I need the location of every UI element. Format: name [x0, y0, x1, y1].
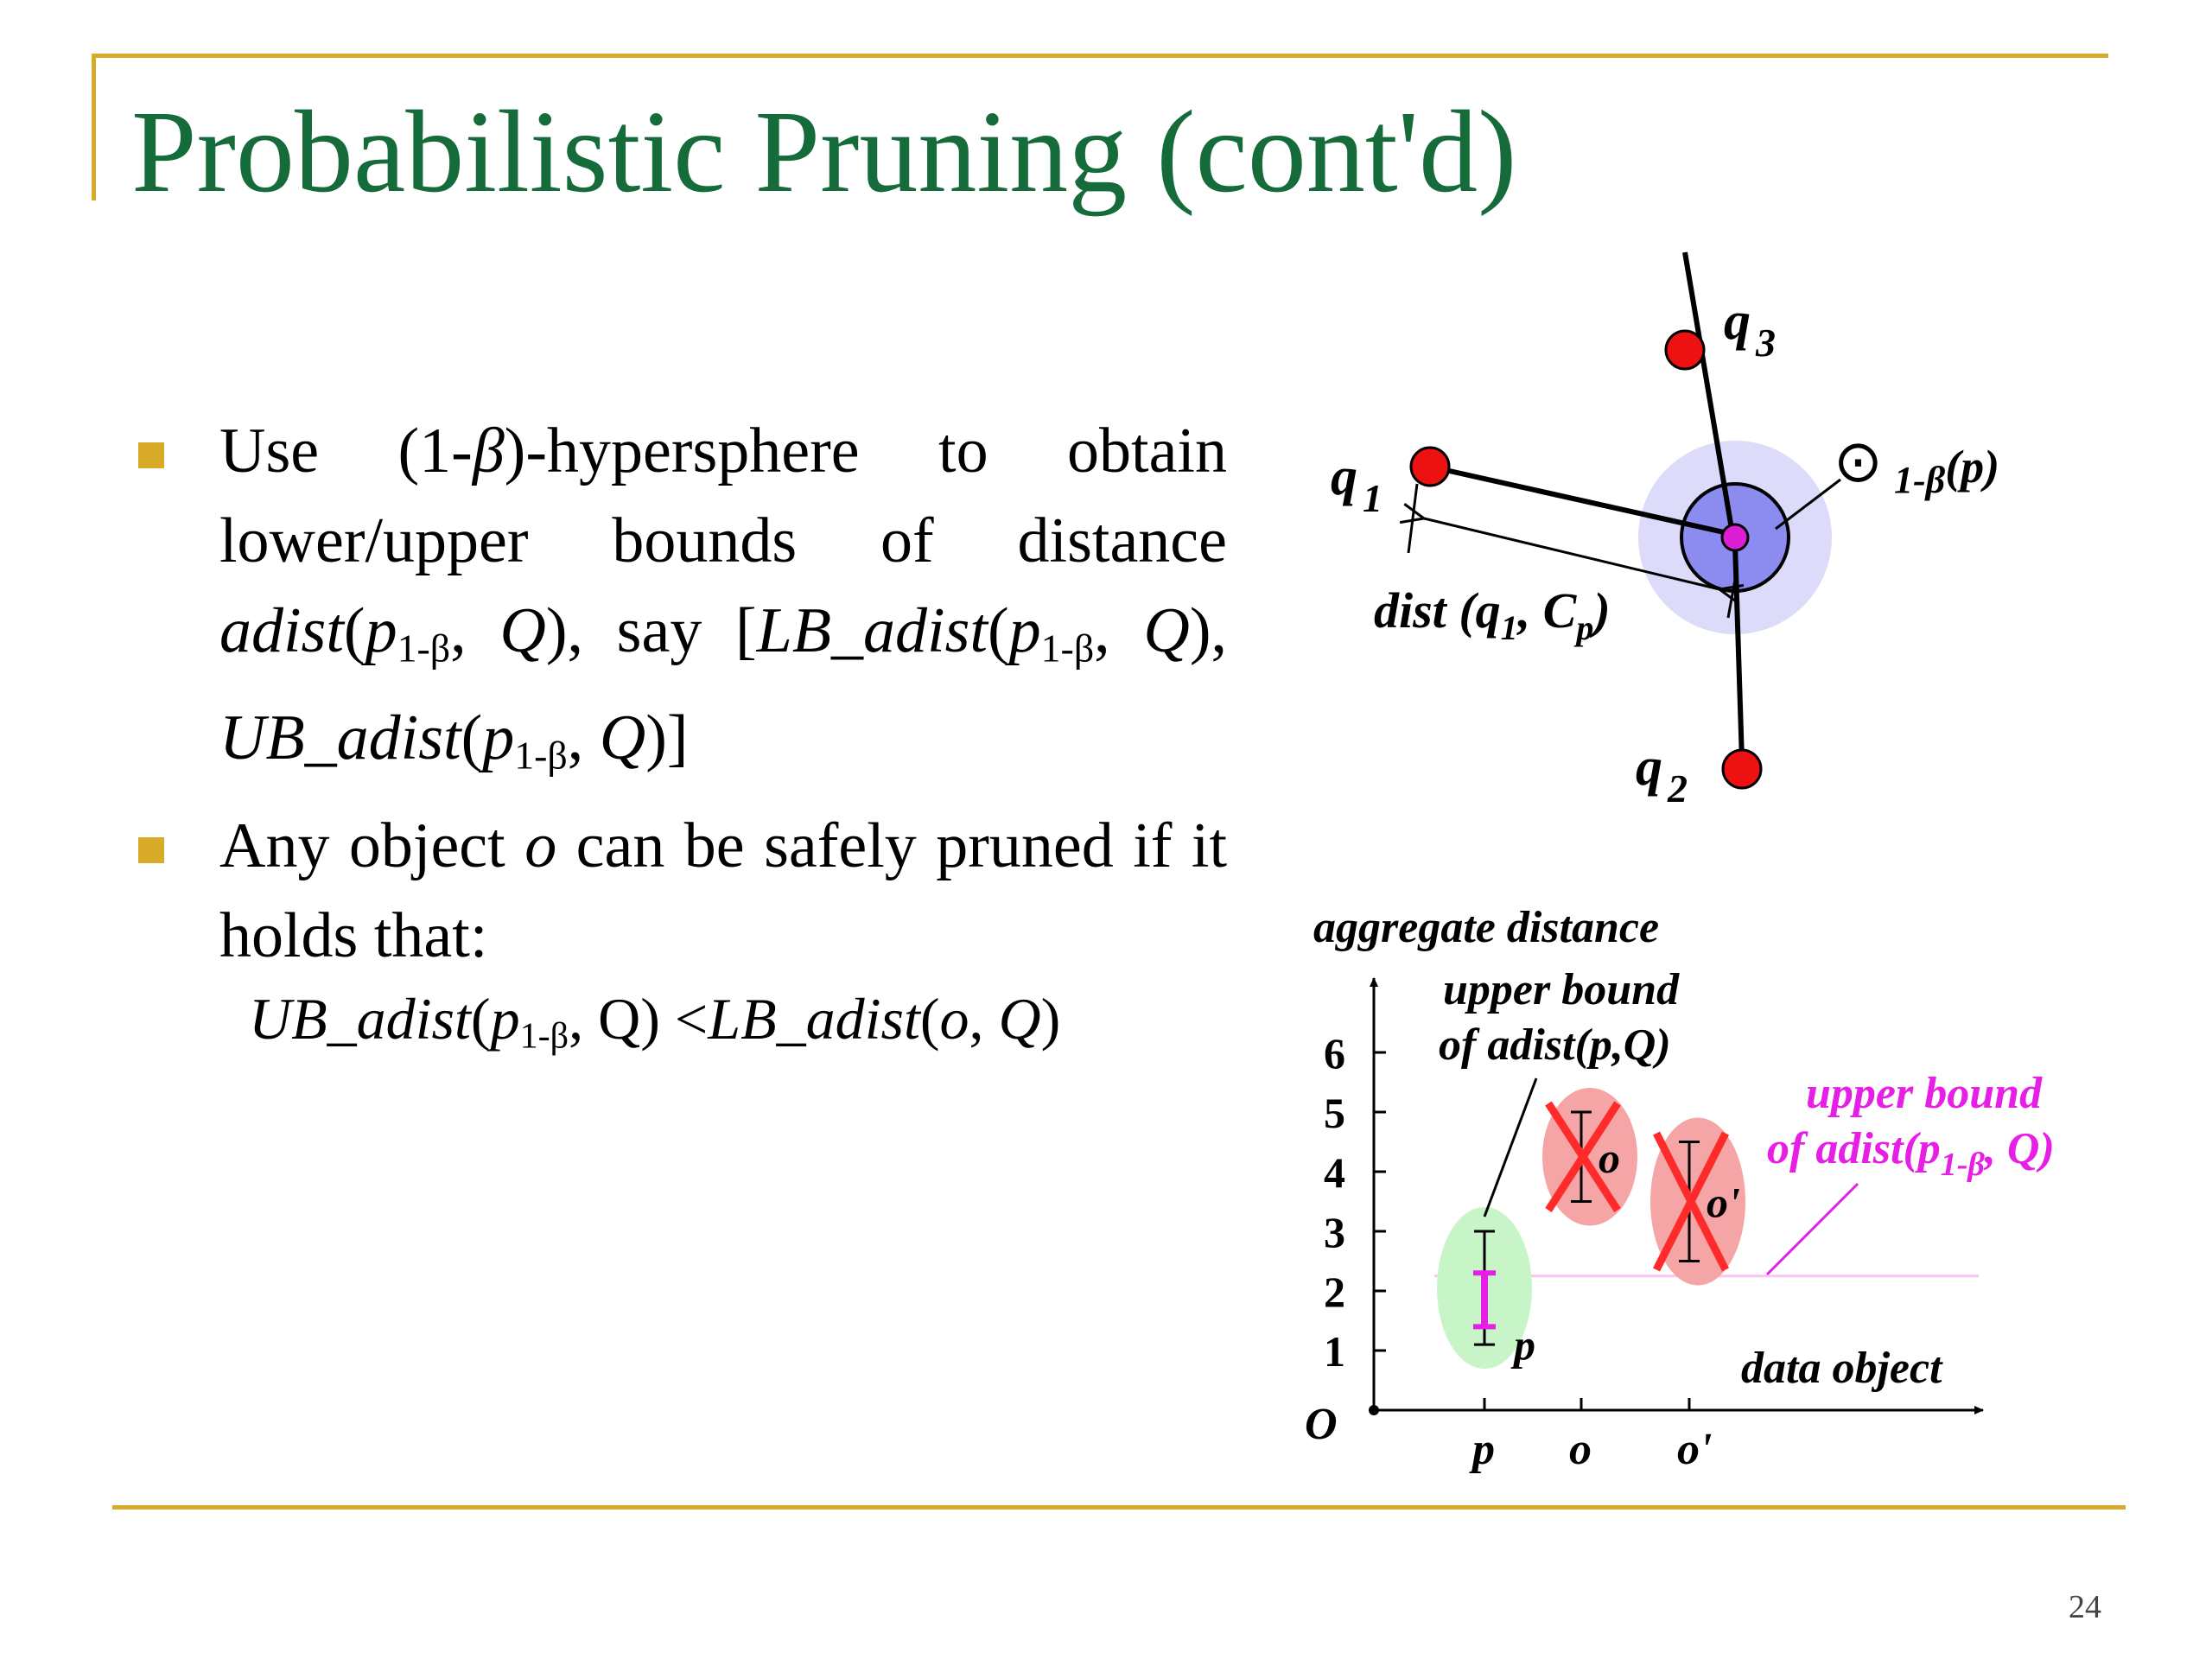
origin-dot [1369, 1405, 1379, 1415]
x-axis-title: data object [1741, 1344, 1942, 1393]
pink-annotation-line1: upper bound [1806, 1069, 2043, 1118]
bullet-item-1: Use (1-β)-hypersphere to obtain lower/upper bounds of distance $adist(p_{1-\beta}$, Q), say [$LB\_adist(p_{1-\beta}$, Q), $UB\_adist(p_{1-\beta}$, Q)] [130, 406, 1227, 801]
odot-label: 1-β(p) [1894, 441, 2000, 501]
ub-annotation-line1: upper bound [1443, 965, 1680, 1014]
origin-label: O [1305, 1400, 1338, 1449]
dist-label: dist ($q_1$, $C_p$) [1374, 582, 1611, 647]
ub-annotation-leader [1484, 1078, 1536, 1217]
y-tick-label: 6 [1324, 1029, 1345, 1077]
bullet-item-2: Any object o can be safely pruned if it holds that: [130, 801, 1227, 981]
y-tick-label: 1 [1324, 1327, 1345, 1376]
page-number: 24 [2069, 1589, 2101, 1625]
label-q2: q $_2$ [1636, 738, 1688, 810]
query-point-q1 [1411, 448, 1449, 486]
pruning-condition: $UB\_adist(p_{1-\beta}$, Q) <LB_adist(o, Q) [249, 986, 1061, 1057]
x-tick-label: p [1472, 1425, 1495, 1474]
y-tick-label: 5 [1324, 1089, 1345, 1137]
x-tick-label: o [1569, 1425, 1592, 1474]
query-point-q2 [1723, 750, 1761, 788]
y-axis-title: aggregate distance [1313, 903, 1660, 952]
slide-title: Probabilistic Pruning (cont'd) [131, 87, 1517, 217]
hypersphere-diagram [1331, 252, 1999, 810]
object-label: p [1514, 1320, 1535, 1370]
label-q3: q $_3$ [1724, 292, 1776, 365]
pink-annotation-leader [1767, 1184, 1858, 1274]
y-tick-label: 3 [1324, 1208, 1345, 1256]
query-point-q3 [1666, 331, 1704, 369]
y-tick-label: 4 [1324, 1148, 1345, 1197]
ub-annotation-line2: of adist(p,Q) [1439, 1020, 1671, 1070]
x-tick-label: o' [1677, 1425, 1713, 1474]
aggregate-distance-chart [1305, 903, 2055, 1474]
pink-annotation-line2: of $adist(p_{1-\beta}$, Q) [1767, 1124, 2055, 1183]
distance-tick-left [1408, 484, 1417, 553]
object-label: o' [1707, 1178, 1740, 1227]
odot-symbol: ⊙ [1834, 428, 1883, 496]
center-point [1722, 524, 1748, 550]
y-tick-label: 2 [1324, 1268, 1345, 1316]
object-label: o [1599, 1133, 1620, 1182]
label-q1: q $_1$ [1331, 448, 1382, 520]
object-region-ellipse [1542, 1088, 1637, 1226]
